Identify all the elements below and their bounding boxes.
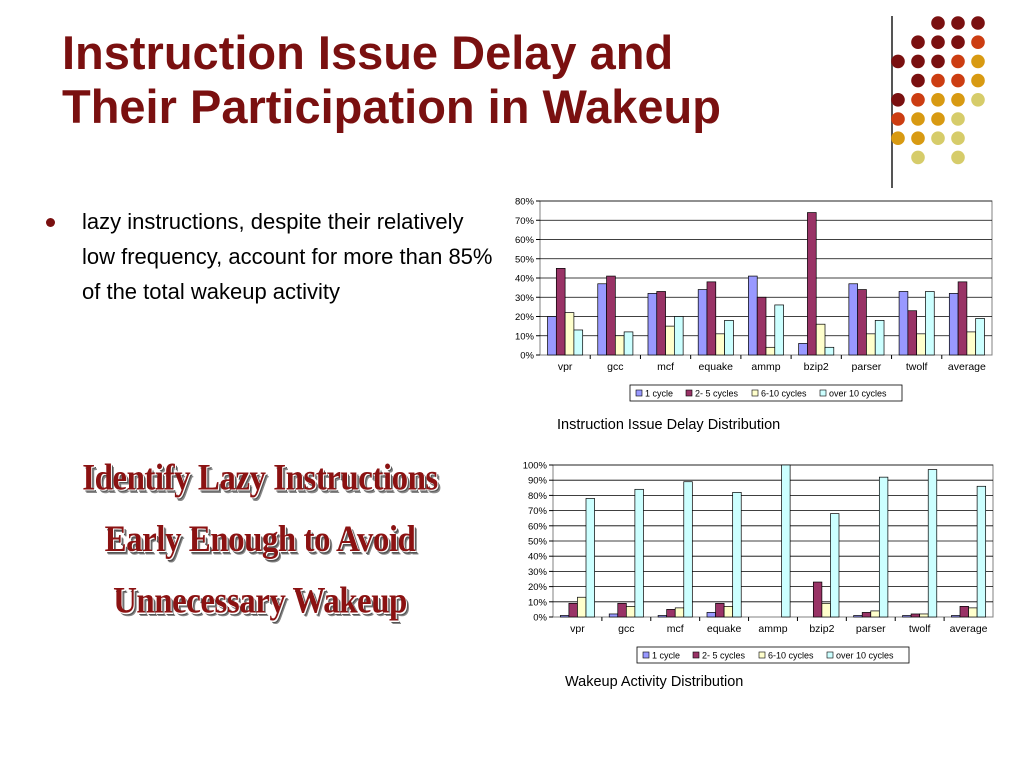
y-tick-label: 30%: [527, 566, 547, 578]
bar: [618, 603, 627, 617]
bar: [854, 615, 863, 617]
x-category-label: ammp: [758, 623, 788, 635]
bar: [569, 603, 578, 617]
legend-label: over 10 cycles: [836, 650, 894, 661]
x-category-label: gcc: [607, 361, 624, 373]
y-tick-label: 0%: [533, 612, 547, 624]
chart1-title: Instruction Issue Delay Distribution: [557, 417, 781, 433]
y-tick-label: 90%: [527, 475, 547, 487]
legend-label: 2- 5 cycles: [702, 650, 746, 661]
x-category-label: mcf: [666, 623, 684, 635]
legend-label: 1 cycle: [645, 388, 674, 399]
wordart-line-3: Unnecessary Wakeup: [113, 581, 407, 622]
legend-swatch: [643, 652, 649, 658]
bar: [609, 614, 618, 617]
bar: [716, 603, 725, 617]
x-category-label: average: [949, 623, 988, 635]
legend-label: over 10 cycles: [829, 388, 887, 399]
bar: [560, 615, 569, 617]
x-category-label: bzip2: [809, 623, 835, 635]
x-category-label: mcf: [657, 361, 675, 373]
bullet-text: lazy instructions, despite their relatively low frequency, account for more than 85% of the total wakeup activity: [82, 209, 493, 304]
legend-label: 1 cycle: [652, 650, 681, 661]
x-category-label: parser: [851, 361, 882, 373]
x-category-label: twolf: [908, 623, 931, 635]
y-tick-label: 100%: [522, 460, 547, 472]
bar: [724, 606, 733, 617]
y-tick-label: 30%: [514, 292, 534, 304]
bar: [626, 606, 635, 617]
bar: [862, 612, 871, 617]
bar: [960, 606, 969, 617]
y-tick-label: 20%: [527, 582, 547, 594]
y-tick-label: 70%: [527, 506, 547, 518]
y-tick-label: 60%: [514, 235, 534, 246]
x-category-label: bzip2: [803, 361, 829, 373]
legend-swatch: [693, 652, 699, 658]
bar: [782, 465, 791, 617]
y-tick-label: 70%: [514, 215, 534, 227]
bar: [822, 603, 831, 617]
x-category-label: parser: [855, 623, 886, 635]
x-category-label: twolf: [905, 361, 928, 373]
bar: [969, 608, 978, 617]
legend-label: 6-10 cycles: [761, 388, 807, 399]
y-tick-label: 40%: [527, 551, 547, 563]
bar: [684, 482, 693, 617]
y-tick-label: 40%: [514, 273, 534, 285]
bar: [577, 597, 586, 617]
y-tick-label: 60%: [527, 521, 547, 533]
y-tick-label: 50%: [514, 254, 534, 266]
legend-label: 6-10 cycles: [768, 650, 814, 661]
legend-label: 2- 5 cycles: [695, 388, 739, 399]
x-category-label: vpr: [557, 361, 573, 373]
bar: [928, 470, 937, 617]
legend-swatch: [827, 652, 833, 658]
legend-swatch: [759, 652, 765, 658]
x-category-label: average: [947, 361, 986, 373]
wordart-line-2: Early Enough to Avoid: [104, 519, 416, 560]
x-category-label: gcc: [618, 623, 635, 635]
x-category-label: ammp: [751, 361, 781, 373]
x-category-label: equake: [706, 623, 742, 635]
bar: [586, 498, 595, 617]
y-tick-label: 20%: [514, 312, 534, 323]
bar: [911, 614, 920, 617]
y-tick-label: 80%: [527, 490, 547, 502]
bar: [879, 477, 888, 617]
wordart-line-1: Identify Lazy Instructions: [82, 458, 438, 499]
bar: [707, 612, 716, 617]
y-tick-label: 10%: [527, 597, 547, 609]
bar: [977, 486, 986, 617]
bar: [920, 614, 929, 617]
bar: [813, 582, 822, 617]
chart2-title: Wakeup Activity Distribution: [565, 674, 744, 690]
bar: [675, 608, 684, 617]
bar: [658, 615, 667, 617]
bar: [830, 514, 839, 617]
bar: [903, 615, 912, 617]
y-tick-label: 50%: [527, 536, 547, 548]
bar: [733, 492, 742, 617]
y-tick-label: 10%: [514, 331, 534, 343]
y-tick-label: 0%: [520, 350, 534, 362]
title-line-2: Their Participation in Wakeup: [62, 80, 721, 133]
title-line-1: Instruction Issue Delay and: [62, 26, 674, 79]
x-category-label: vpr: [570, 623, 585, 635]
bar: [871, 611, 880, 617]
bar: [635, 489, 644, 617]
bar: [667, 609, 676, 617]
x-category-label: equake: [698, 361, 734, 373]
bar: [951, 615, 960, 617]
y-tick-label: 80%: [514, 196, 534, 208]
